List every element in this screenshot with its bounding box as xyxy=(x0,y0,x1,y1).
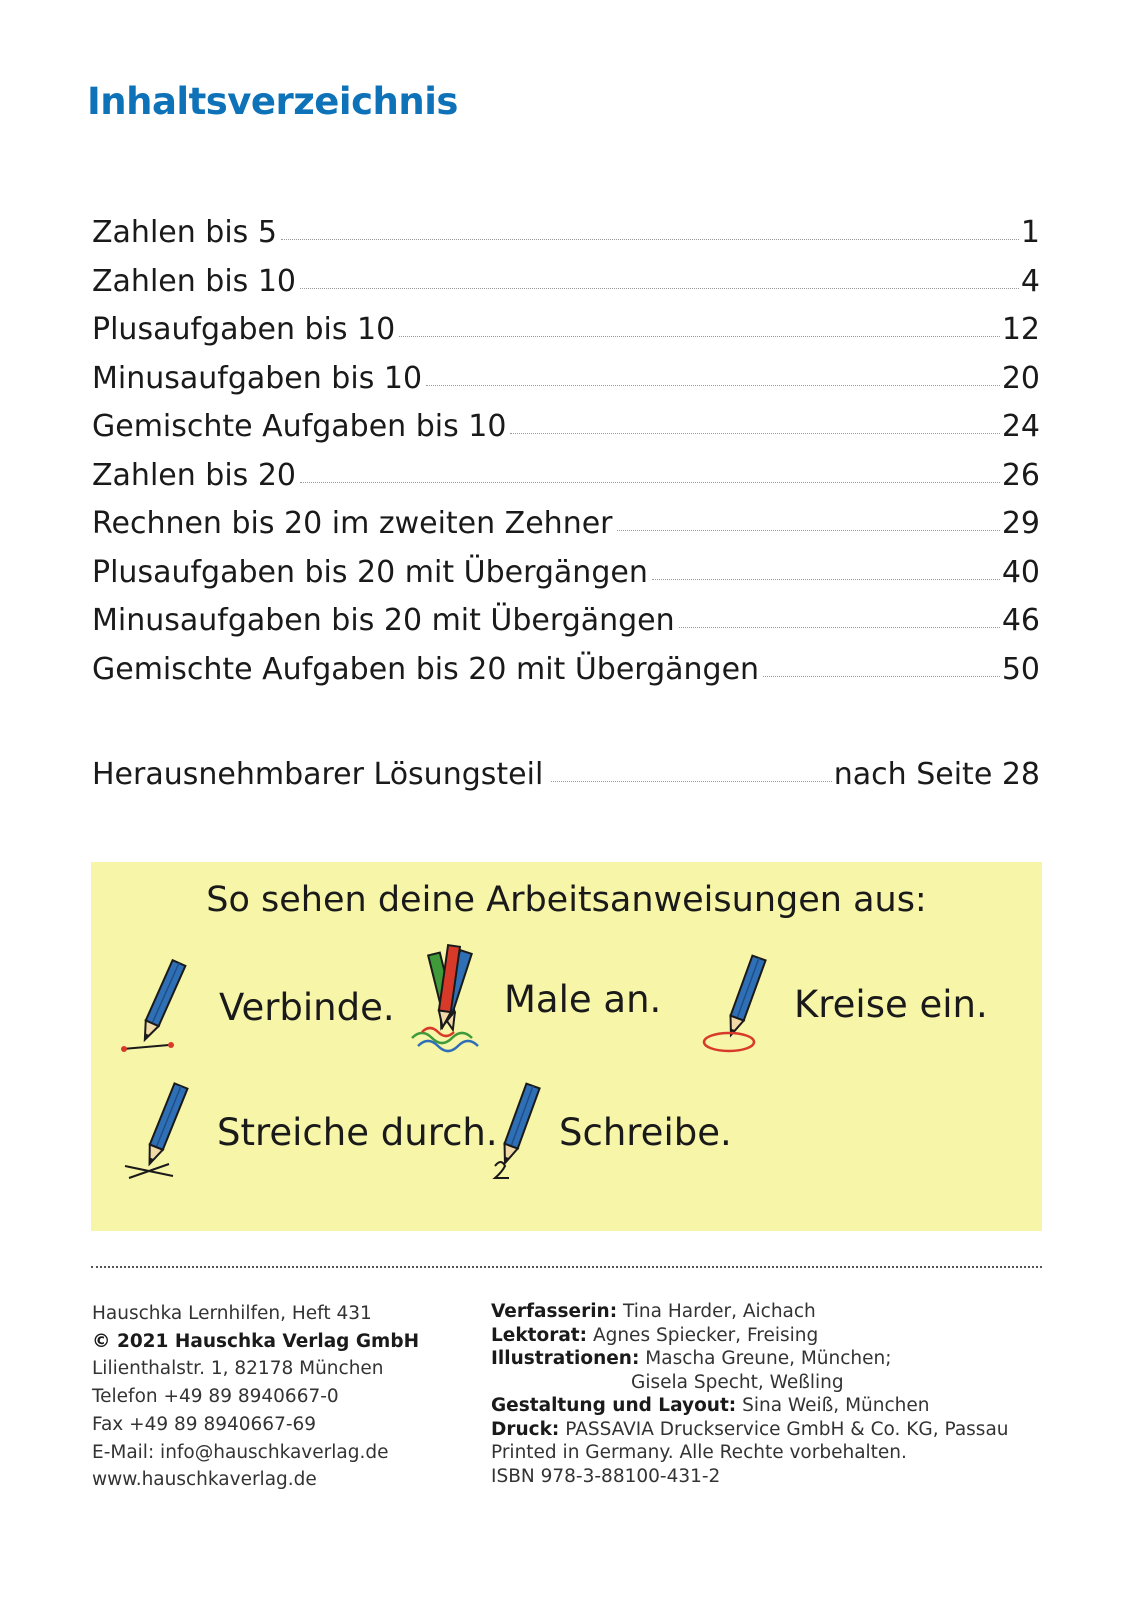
credit-editor xyxy=(491,1324,1009,1348)
instructions-box xyxy=(91,862,1042,1231)
toc-leader xyxy=(679,626,1000,628)
instruction-label: Kreise ein. xyxy=(794,982,988,1026)
instructions-title: So sehen deine Arbeitsanweisungen aus: xyxy=(206,880,927,920)
instruction-connect xyxy=(119,957,395,1057)
imprint-line: © 2021 Hauschka Verlag GmbH xyxy=(92,1330,420,1352)
toc-page: 24 xyxy=(1001,409,1040,444)
toc-row xyxy=(92,361,1040,410)
toc-row xyxy=(92,506,1040,555)
toc-leader xyxy=(300,481,1000,483)
toc-leader xyxy=(617,529,1000,531)
toc-leader xyxy=(763,675,1000,677)
toc-page: 50 xyxy=(1001,651,1040,687)
credit-label: Lektorat: xyxy=(491,1324,588,1346)
toc-row xyxy=(92,458,1040,507)
toc-leader xyxy=(551,780,832,782)
toc-row-solutions xyxy=(92,757,1040,806)
instruction-color xyxy=(406,942,661,1057)
toc-row xyxy=(92,215,1040,264)
toc-page: 29 xyxy=(1001,506,1040,541)
instruction-circle xyxy=(701,954,988,1054)
credit-value: Mascha Greune, München; xyxy=(645,1348,892,1369)
toc-page: 4 xyxy=(1020,263,1040,299)
instruction-label: Schreibe. xyxy=(559,1110,732,1154)
toc-label: Zahlen bis 10 xyxy=(92,263,297,299)
instruction-label: Streiche durch. xyxy=(217,1110,498,1154)
credit-design xyxy=(491,1394,1009,1418)
toc-label: Herausnehmbarer Lösungsteil xyxy=(92,757,544,792)
credit-value: PASSAVIA Druckservice GmbH & Co. KG, Passau xyxy=(565,1418,1009,1440)
table-of-contents xyxy=(92,215,1040,700)
imprint-line: Lilienthalstr. 1, 82178 München xyxy=(92,1358,384,1380)
imprint-website: www.hauschkaverlag.de xyxy=(92,1469,317,1491)
instruction-label: Verbinde. xyxy=(219,985,395,1029)
rights-note: Printed in Germany. Alle Rechte vorbehalten. xyxy=(491,1442,907,1463)
toc-row xyxy=(92,264,1040,313)
isbn: ISBN 978-3-88100-431-2 xyxy=(491,1465,721,1487)
imprint-credits xyxy=(491,1300,1009,1488)
toc-row xyxy=(92,312,1040,361)
toc-label: Minusaufgaben bis 10 xyxy=(92,360,423,396)
imprint-line: Telefon +49 89 8940667-0 xyxy=(92,1386,339,1408)
credit-label: Gestaltung und Layout: xyxy=(491,1395,737,1416)
instruction-strike xyxy=(119,1082,498,1182)
credit-author xyxy=(491,1300,1009,1324)
colored-pencils-icon xyxy=(406,942,486,1057)
toc-leader xyxy=(652,578,1000,580)
toc-page: 46 xyxy=(1001,603,1040,638)
credit-value: Sina Weiß, München xyxy=(742,1395,930,1416)
pencil-cross-icon xyxy=(119,1082,209,1182)
toc-row xyxy=(92,652,1040,701)
credit-illustrations xyxy=(491,1347,1009,1371)
toc-row xyxy=(92,555,1040,604)
toc-page: nach Seite 28 xyxy=(833,757,1040,792)
toc-label: Rechnen bis 20 im zweiten Zehner xyxy=(92,506,613,541)
credit-label: Verfasserin: xyxy=(491,1301,618,1322)
toc-page: 40 xyxy=(1001,554,1040,590)
imprint-email: E-Mail: info@hauschkaverlag.de xyxy=(92,1441,389,1463)
imprint-publisher xyxy=(92,1300,419,1494)
imprint-line: Fax +49 89 8940667-69 xyxy=(92,1413,317,1435)
toc-label: Zahlen bis 20 xyxy=(92,457,297,493)
imprint-line: Hauschka Lernhilfen, Heft 431 xyxy=(92,1303,372,1324)
toc-row xyxy=(92,603,1040,652)
toc-leader xyxy=(426,384,1000,386)
dotted-divider xyxy=(91,1266,1042,1268)
toc-leader xyxy=(399,335,1000,337)
toc-row xyxy=(92,409,1040,458)
toc-leader xyxy=(281,238,1019,240)
instruction-write xyxy=(489,1082,732,1182)
instruction-label: Male an. xyxy=(504,978,662,1021)
toc-label: Gemischte Aufgaben bis 20 mit Übergängen xyxy=(92,651,760,687)
credit-illustrations-2: Gisela Specht, Weßling xyxy=(631,1371,844,1393)
toc-page: 12 xyxy=(1001,312,1040,347)
pencil-write-icon xyxy=(489,1082,549,1182)
credit-value: Tina Harder, Aichach xyxy=(623,1301,816,1322)
toc-label: Minusaufgaben bis 20 mit Übergängen xyxy=(92,603,675,638)
toc-label: Zahlen bis 5 xyxy=(92,215,277,250)
toc-label: Plusaufgaben bis 20 mit Übergängen xyxy=(92,554,648,590)
toc-leader xyxy=(300,287,1019,289)
toc-page: 1 xyxy=(1020,215,1040,250)
page-title: Inhaltsverzeichnis xyxy=(87,80,458,123)
toc-page: 26 xyxy=(1001,457,1040,493)
credit-print xyxy=(491,1418,1009,1442)
toc-leader xyxy=(510,432,999,434)
pencil-connect-icon xyxy=(119,957,209,1057)
credit-label: Illustrationen: xyxy=(491,1348,640,1369)
toc-label: Gemischte Aufgaben bis 10 xyxy=(92,409,507,444)
credit-value: Agnes Spiecker, Freising xyxy=(592,1324,819,1346)
toc-label: Plusaufgaben bis 10 xyxy=(92,312,396,347)
credit-label: Druck: xyxy=(491,1418,560,1440)
toc-page: 20 xyxy=(1001,360,1040,396)
pencil-circle-icon xyxy=(701,954,776,1054)
